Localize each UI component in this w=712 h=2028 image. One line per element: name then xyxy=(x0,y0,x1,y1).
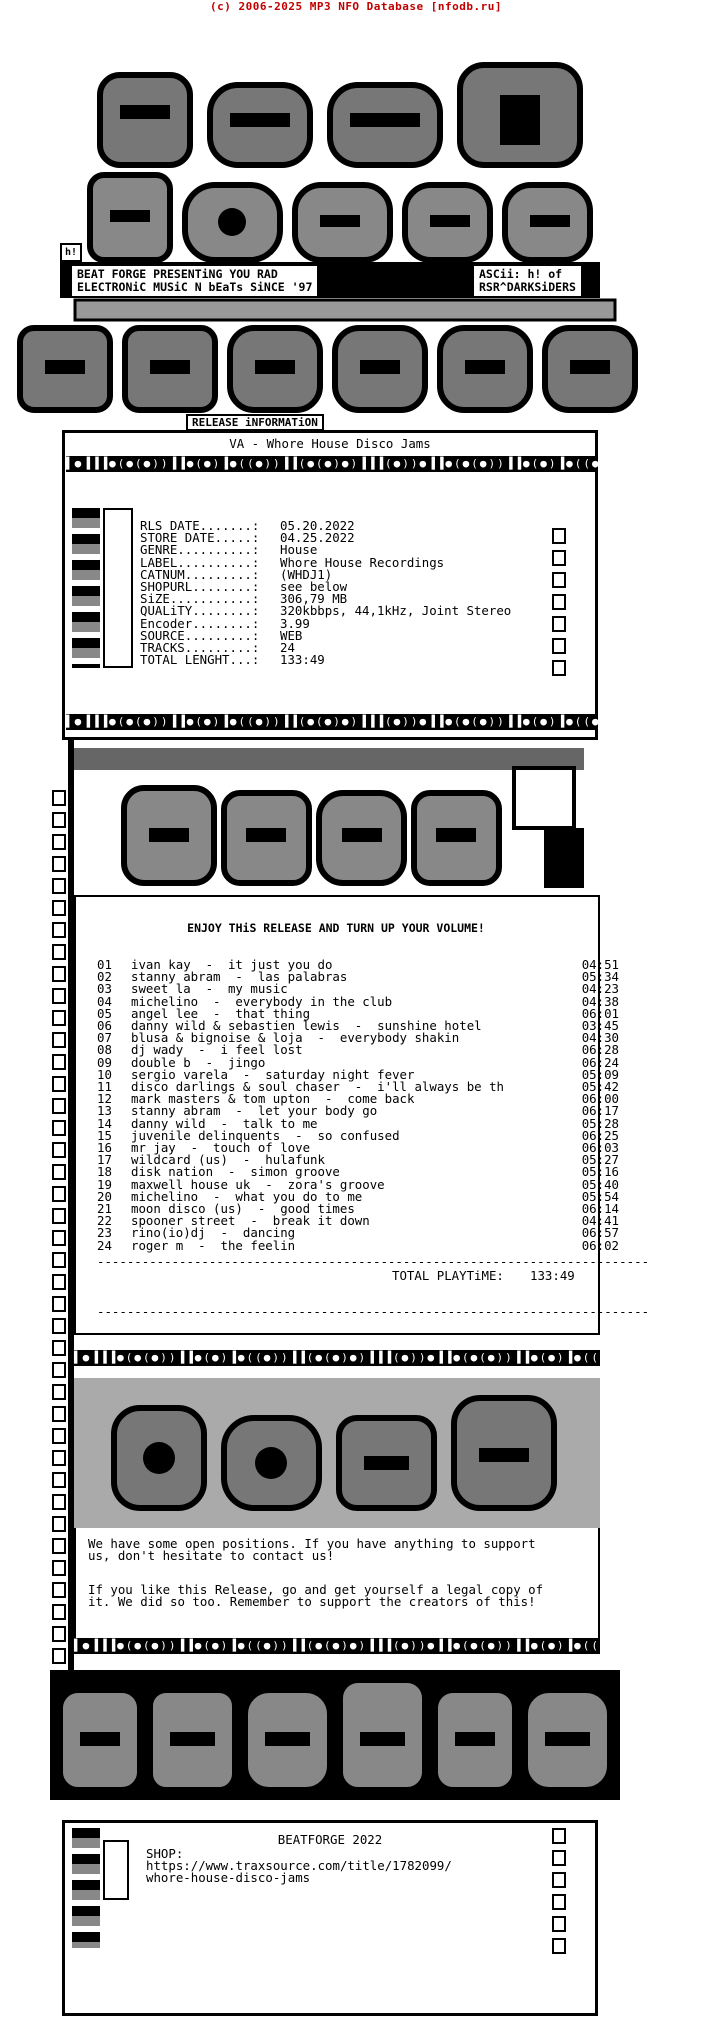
deco-banner-2: ▌●▐▐▐●(●(●))▐▐●(●)▐●((●))▐▐(●(●)●)▐▐▐(●))●▐▐●(●(●))▐▐●(●)▐●((●)) xyxy=(66,715,618,728)
divider-top: -------------------------------------------------------------------------- xyxy=(97,1254,650,1269)
info-value: 24 xyxy=(280,640,295,656)
track-title: sweet la - my music xyxy=(131,981,288,997)
footer-brand: BEATFORGE 2022 xyxy=(277,1832,383,1847)
track-number: 11 xyxy=(97,1079,112,1095)
track-number: 17 xyxy=(97,1152,112,1168)
info-key: LABEL..........: xyxy=(140,554,260,570)
track-title: mark masters & tom upton - come back xyxy=(131,1091,415,1107)
track-number: 06 xyxy=(97,1018,112,1034)
track-number: 19 xyxy=(97,1176,112,1192)
track-number: 16 xyxy=(97,1140,112,1156)
track-title: danny wild - talk to me xyxy=(131,1115,318,1131)
info-value: Whore House Recordings xyxy=(280,554,445,570)
join-logo xyxy=(74,1378,600,1528)
info-value: 306,79 MB xyxy=(280,591,348,607)
info-value: House xyxy=(280,542,318,558)
track-title: michelino - everybody in the club xyxy=(131,993,393,1009)
info-row xyxy=(140,654,511,666)
track-title: danny wild & sebastien lewis - sunshine hotel xyxy=(131,1018,482,1034)
track-duration: 05:42 xyxy=(581,1079,619,1095)
info-key: SOURCE.........: xyxy=(140,627,260,643)
track-title: wildcard (us) - hulafunk xyxy=(131,1152,325,1168)
deco-bar-left xyxy=(72,508,100,668)
track-title: disk nation - simon groove xyxy=(131,1164,340,1180)
track-duration: 04:30 xyxy=(581,1030,619,1046)
track-number: 10 xyxy=(97,1066,112,1082)
total-playtime-value: 133:49 xyxy=(530,1268,575,1283)
info-value: 05.20.2022 xyxy=(280,518,355,533)
track-duration: 04:51 xyxy=(581,957,619,972)
track-number: 02 xyxy=(97,969,112,985)
deco-banner-4: ▌●▐▐▐●(●(●))▐▐●(●)▐●((●))▐▐(●(●)●)▐▐▐(●))●▐▐●(●(●))▐▐●(●)▐●((●)) xyxy=(74,1639,626,1652)
track-duration: 05:34 xyxy=(581,969,619,985)
deco-banner-3: ▌●▐▐▐●(●(●))▐▐●(●)▐●((●))▐▐(●(●)●)▐▐▐(●))●▐▐●(●(●))▐▐●(●)▐●((●)) xyxy=(74,1351,626,1364)
shop-label: SHOP: xyxy=(146,1846,184,1861)
footer-deco-squares xyxy=(552,1828,566,1960)
track-duration: 06:24 xyxy=(581,1054,619,1070)
track-number: 14 xyxy=(97,1115,112,1131)
source-credit: (c) 2006-2025 MP3 NFO Database [nfodb.ru] xyxy=(209,0,503,13)
join-paragraph-1: We have some open positions. If you have anything to support us, don't hesitate to contact us! xyxy=(88,1536,536,1564)
track-duration: 05:28 xyxy=(581,1115,619,1131)
track-duration: 04:38 xyxy=(581,993,619,1009)
track-duration: 05:09 xyxy=(581,1066,619,1082)
track-title: angel lee - that thing xyxy=(131,1005,311,1021)
track-duration: 04:41 xyxy=(581,1213,619,1229)
track-title: double b - jingo xyxy=(131,1054,266,1070)
track-duration: 05:16 xyxy=(581,1164,619,1180)
release-info-list xyxy=(140,520,511,666)
track-number: 03 xyxy=(97,981,112,997)
track-number: 20 xyxy=(97,1188,112,1204)
track-row xyxy=(97,1237,619,1253)
track-duration: 04:23 xyxy=(581,981,619,997)
track-duration: 06:03 xyxy=(581,1140,619,1156)
track-title: ivan kay - it just you do xyxy=(131,957,333,972)
total-playtime-label: TOTAL PLAYTiME: xyxy=(392,1268,504,1283)
track-title: rino(io)dj - dancing xyxy=(131,1225,296,1241)
track-number: 07 xyxy=(97,1030,112,1046)
track-number: 04 xyxy=(97,993,112,1009)
info-value: see below xyxy=(280,579,348,595)
track-number: 09 xyxy=(97,1054,112,1070)
divider-bottom: -------------------------------------------------------------------------- xyxy=(97,1304,650,1319)
track-title: maxwell house uk - zora's groove xyxy=(131,1176,385,1192)
track-duration: 05:54 xyxy=(581,1188,619,1204)
deco-frame xyxy=(103,508,133,668)
track-title: stanny abram - las palabras xyxy=(131,969,348,985)
shop-url-line-1[interactable]: https://www.traxsource.com/title/1782099/ xyxy=(146,1858,452,1873)
track-number: 18 xyxy=(97,1164,112,1180)
track-number: 12 xyxy=(97,1091,112,1107)
track-title: juvenile delinquents - so confused xyxy=(131,1127,400,1143)
release-info-label: RELEASE iNFORMATiON xyxy=(186,414,324,431)
info-key: SHOPURL........: xyxy=(140,579,260,595)
track-number: 21 xyxy=(97,1201,112,1217)
track-duration: 06:14 xyxy=(581,1201,619,1217)
track-list xyxy=(97,959,619,1252)
track-duration: 06:28 xyxy=(581,1042,619,1058)
tracks-logo xyxy=(74,748,584,898)
track-duration: 06:01 xyxy=(581,1005,619,1021)
track-duration: 06:17 xyxy=(581,1103,619,1119)
track-number: 08 xyxy=(97,1042,112,1058)
track-duration: 06:25 xyxy=(581,1127,619,1143)
info-key: TOTAL LENGHT...: xyxy=(140,652,260,668)
info-key: QUALiTY........: xyxy=(140,603,260,619)
track-number: 15 xyxy=(97,1127,112,1143)
info-key: RLS DATE.......: xyxy=(140,518,260,533)
track-duration: 06:00 xyxy=(581,1091,619,1107)
track-title: moon disco (us) - good times xyxy=(131,1201,355,1217)
deco-banner-1: ▌●▐▐▐●(●(●))▐▐●(●)▐●((●))▐▐(●(●)●)▐▐▐(●))●▐▐●(●(●))▐▐●(●)▐●((●)) xyxy=(66,457,618,470)
info-value: 3.99 xyxy=(280,615,310,631)
track-number: 24 xyxy=(97,1237,112,1253)
track-title: blusa & bignoise & loja - everybody shakin xyxy=(131,1030,460,1046)
track-duration: 05:27 xyxy=(581,1152,619,1168)
greets-logo xyxy=(50,1660,620,1810)
track-title: roger m - the feelin xyxy=(131,1237,296,1253)
info-key: SiZE...........: xyxy=(140,591,260,607)
deco-squares-right xyxy=(552,528,566,682)
tagline-right: ASCii: h! of RSR^DARKSiDERS xyxy=(472,264,583,298)
track-duration: 05:40 xyxy=(581,1176,619,1192)
info-value: 320kbbps, 44,1kHz, Joint Stereo xyxy=(280,603,512,619)
join-paragraph-2: If you like this Release, go and get yourself a legal copy of it. We did so too. Remember to support the creators of this! xyxy=(88,1582,544,1610)
track-number: 01 xyxy=(97,957,112,972)
forge-logo xyxy=(80,165,600,270)
track-duration: 06:02 xyxy=(581,1237,619,1253)
info-key: CATNUM.........: xyxy=(140,566,260,582)
track-title: dj wady - i feel lost xyxy=(131,1042,303,1058)
deco-squares-left xyxy=(52,790,66,1690)
info-key: GENRE..........: xyxy=(140,542,260,558)
track-title: michelino - what you do to me xyxy=(131,1188,363,1204)
hl-tag: h! xyxy=(60,243,82,262)
shop-url-line-2[interactable]: whore-house-disco-jams xyxy=(146,1870,311,1885)
track-number: 05 xyxy=(97,1005,112,1021)
track-number: 13 xyxy=(97,1103,112,1119)
info-key: TRACKS.........: xyxy=(140,640,260,656)
info-value: (WHDJ1) xyxy=(280,566,333,582)
track-number: 22 xyxy=(97,1213,112,1229)
info-value: 04.25.2022 xyxy=(280,530,355,546)
info-key: Encoder........: xyxy=(140,615,260,631)
release-title: VA - Whore House Disco Jams xyxy=(229,436,431,451)
info-key: STORE DATE.....: xyxy=(140,530,260,546)
track-title: sergio varela - saturday night fever xyxy=(131,1066,415,1082)
track-title: mr jay - touch of love xyxy=(131,1140,311,1156)
track-duration: 03:45 xyxy=(581,1018,619,1034)
footer-box xyxy=(62,1820,598,2016)
tracks-heading: ENJOY THiS RELEASE AND TURN UP YOUR VOLUME! xyxy=(187,921,485,935)
tagline-left: BEAT FORGE PRESENTiNG YOU RAD ELECTRONiC MUSiC N bEaTs SiNCE '97 xyxy=(70,264,319,298)
track-number: 23 xyxy=(97,1225,112,1241)
track-title: spooner street - break it down xyxy=(131,1213,370,1229)
track-title: disco darlings & soul chaser - i'll always be th xyxy=(131,1079,504,1095)
footer-deco-frame xyxy=(103,1840,129,1900)
info-value: 133:49 xyxy=(280,652,325,668)
info-value: WEB xyxy=(280,627,303,643)
beat-logo xyxy=(90,55,610,175)
track-title: stanny abram - let your body go xyxy=(131,1103,378,1119)
track-duration: 06:57 xyxy=(581,1225,619,1241)
release-logo xyxy=(15,300,645,420)
